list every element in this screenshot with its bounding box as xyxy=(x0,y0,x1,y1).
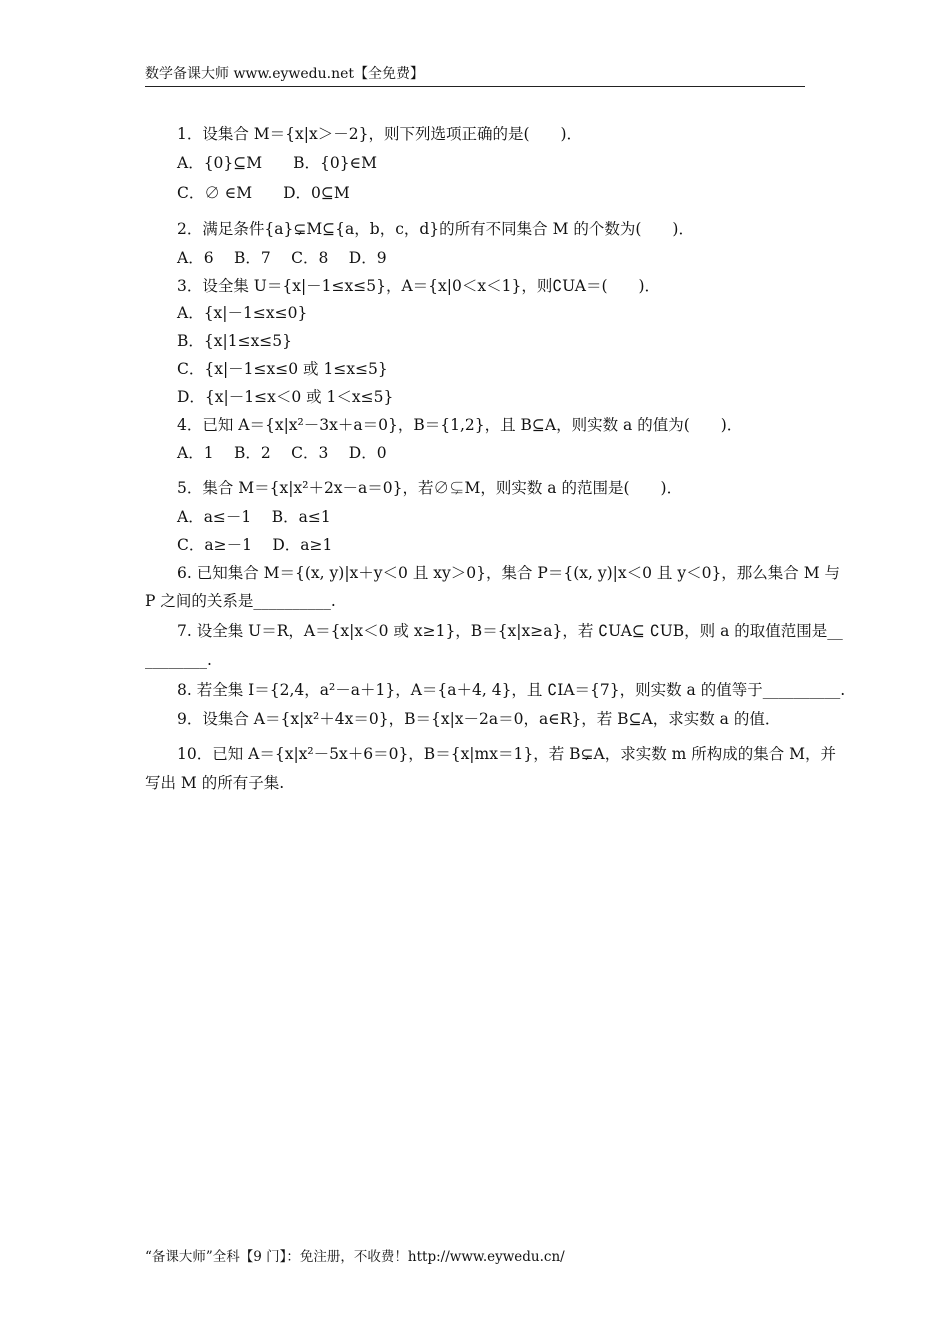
q3-stem: 3．设全集 U＝{x|－1≤x≤5}，A＝{x|0＜x＜1}，则∁UA＝( )． xyxy=(177,277,661,295)
q3-option-c: C．{x|－1≤x≤0 或 1≤x≤5} xyxy=(177,360,388,378)
footer-text: “备课大师”全科【9 门】：免注册，不收费！http://www.eywedu.cn/ xyxy=(145,1249,565,1265)
q5-options-ab: A．a≤－1 B．a≤1 xyxy=(177,508,331,526)
q9-stem: 9．设集合 A＝{x|x²＋4x＝0}，B＝{x|x－2a＝0，a∈R}，若 B⊆A，求实数 a 的值． xyxy=(177,710,781,728)
q7-stem-line2: ________. xyxy=(145,651,212,669)
q1-options-ab: A．{0}⊆M B．{0}∈M xyxy=(177,154,377,172)
q6-stem-line2: P 之间的关系是__________. xyxy=(145,592,336,610)
q2-options: A．6 B．7 C．8 D．9 xyxy=(177,249,387,267)
q4-options: A．1 B．2 C．3 D．0 xyxy=(177,444,387,462)
q10-stem-line1: 10．已知 A＝{x|x²－5x＋6＝0}，B＝{x|mx＝1}，若 B⊊A，求实数 m 所构成的集合 M，并 xyxy=(177,745,837,763)
q3-option-d: D．{x|－1≤x＜0 或 1＜x≤5} xyxy=(177,388,394,406)
q7-stem-line1: 7. 设全集 U＝R，A＝{x|x＜0 或 x≥1}，B＝{x|x≥a}，若 ∁UA⊆ ∁UB，则 a 的取值范围是__ xyxy=(177,622,843,640)
q3-option-a: A．{x|－1≤x≤0} xyxy=(177,304,308,322)
page-footer xyxy=(145,1248,565,1266)
q2-stem: 2．满足条件{a}⊊M⊆{a，b，c，d}的所有不同集合 M 的个数为( )． xyxy=(177,220,694,238)
header-text: 数学备课大师 www.eywedu.net【全免费】 xyxy=(145,66,425,82)
q8-stem: 8. 若全集 I＝{2,4，a²－a＋1}，A＝{a＋4, 4}，且 ∁IA＝{7}，则实数 a 的值等于__________. xyxy=(177,681,846,699)
q5-options-cd: C．a≥－1 D．a≥1 xyxy=(177,536,333,554)
q1-options-cd: C．∅ ∈M D．0⊆M xyxy=(177,184,350,202)
q3-option-b: B．{x|1≤x≤5} xyxy=(177,332,293,350)
q10-stem-line2: 写出 M 的所有子集. xyxy=(145,774,285,792)
q5-stem: 5．集合 M＝{x|x²＋2x－a＝0}，若∅⊊M，则实数 a 的范围是( )． xyxy=(177,479,683,497)
q4-stem: 4．已知 A＝{x|x²－3x＋a＝0}，B＝{1,2}，且 B⊆A，则实数 a 的值为( )． xyxy=(177,416,743,434)
q1-stem: 1．设集合 M＝{x|x＞－2}，则下列选项正确的是( )． xyxy=(177,125,583,143)
q6-stem-line1: 6. 已知集合 M＝{(x, y)|x＋y＜0 且 xy＞0}，集合 P＝{(x, y)|x＜0 且 y＜0}，那么集合 M 与 xyxy=(177,564,841,582)
